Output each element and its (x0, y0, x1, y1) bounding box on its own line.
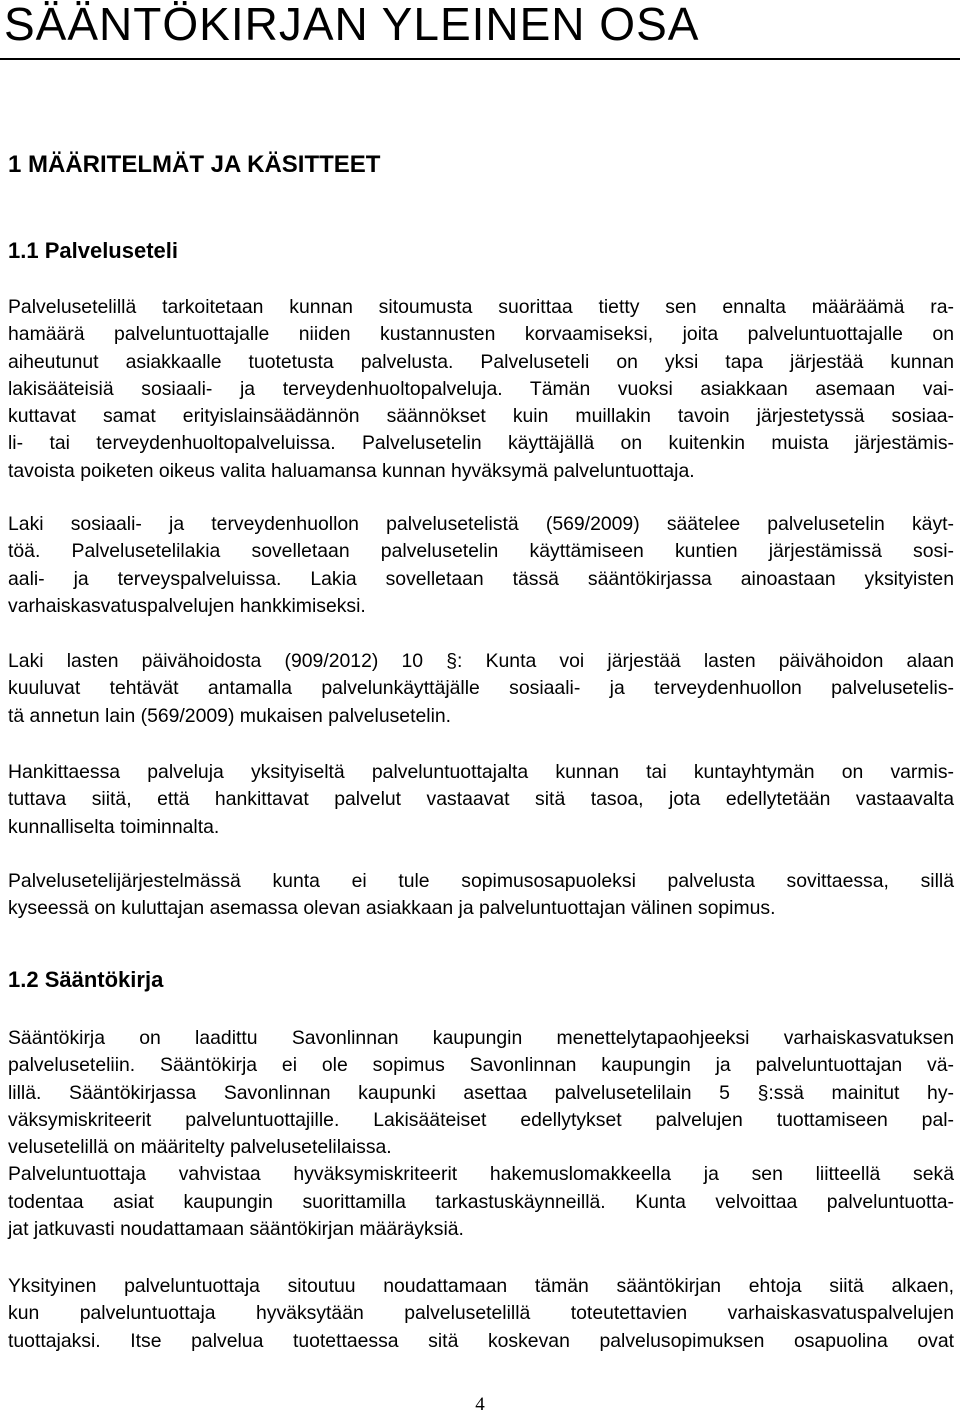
text-line: lillä. Sääntökirjassa Savonlinnan kaupunki asettaa palvelusetelilain 5 §:ssä mainitut hy- (8, 1081, 954, 1104)
text-line: Sääntökirja on laadittu Savonlinnan kaupungin menettelytapaohjeeksi varhaiskasvatuksen (8, 1027, 954, 1049)
text-line: jat jatkuvasti noudattamaan sääntökirjan määräyksiä. (8, 1218, 464, 1241)
section-heading: 1 MÄÄRITELMÄT JA KÄSITTEET (8, 151, 381, 178)
paragraph (8, 511, 954, 620)
text-line: hamäärä palveluntuottajalle niiden kustannusten korvaamiseksi, joita palveluntuottajalle on (8, 323, 954, 346)
text-line: Yksityinen palveluntuottaja sitoutuu noudattamaan tämän sääntökirjan ehtoja siitä alkaen, (8, 1275, 954, 1297)
text-line: töä. Palvelusetelilakia sovelletaan palvelusetelin käyttämiseen kuntien järjestämissä sosi- (8, 540, 954, 563)
text-line: todentaa asiat kaupungin suorittamilla tarkastuskäynneillä. Kunta velvoittaa palveluntuotta- (8, 1190, 954, 1213)
paragraph (8, 648, 954, 730)
document-title: SÄÄNTÖKIRJAN YLEINEN OSA (4, 0, 700, 50)
paragraph (8, 759, 954, 841)
paragraph (8, 1025, 954, 1243)
text-line: kun palveluntuottaja hyväksytään palvelusetelillä toteutettavien varhaiskasvatuspalvelujen (8, 1302, 954, 1325)
text-line: kunnalliselta toiminnalta. (8, 815, 220, 838)
text-line: kuttavat samat erityislainsäädännön säännökset kuin muillakin tavoin järjestetyssä sosiaa- (8, 405, 954, 428)
title-underline (0, 58, 960, 60)
text-line: Laki lasten päivähoidosta (909/2012) 10 §: Kunta voi järjestää lasten päivähoidon alaan (8, 650, 954, 672)
subsection-heading-palveluseteli: 1.1 Palveluseteli (8, 238, 178, 263)
text-line: Hankittaessa palveluja yksityiseltä palveluntuottajalta kunnan tai kuntayhtymän on varmis- (8, 761, 954, 783)
text-line: kyseessä on kuluttajan asemassa olevan asiakkaan ja palveluntuottajan välinen sopimus. (8, 897, 776, 920)
text-line: aiheutunut asiakkaalle tuotetusta palvelusta. Palveluseteli on yksi tapa järjestää kunnan (8, 350, 954, 373)
text-line: Palvelusetelijärjestelmässä kunta ei tule sopimusosapuoleksi palvelusta sovittaessa, sillä (8, 870, 954, 892)
text-line: väksymiskriteerit palveluntuottajille. Lakisääteiset edellytykset palvelujen tuottamiseen pal- (8, 1108, 954, 1131)
text-line: tuottajaksi. Itse palvelua tuotettaessa sitä koskevan palvelusopimuksen osapuolina ovat (8, 1329, 954, 1352)
text-line: lakisääteisiä sosiaali- ja terveydenhuoltopalveluja. Tämän vuoksi asiakkaan asemaan vai- (8, 377, 954, 400)
text-line: Palvelusetelillä tarkoitetaan kunnan sitoumusta suorittaa tietty sen ennalta määräämä ra- (8, 296, 954, 318)
text-line: li- tai terveydenhuoltopalveluissa. Palvelusetelin käyttäjällä on kuitenkin muista järjestämis- (8, 432, 954, 455)
paragraph (8, 294, 954, 485)
text-line: Laki sosiaali- ja terveydenhuollon palvelusetelistä (569/2009) säätelee palvelusetelin käyt- (8, 513, 954, 535)
text-line: Palveluntuottaja vahvistaa hyväksymiskriteerit hakemuslomakkeella ja sen liitteellä sekä (8, 1163, 954, 1186)
text-line: tä annetun lain (569/2009) mukaisen palvelusetelin. (8, 704, 452, 727)
text-line: tuttava siitä, että hankittavat palvelut vastaavat sitä tasoa, jota edellytetään vastaavalta (8, 788, 954, 811)
paragraph (8, 1273, 954, 1355)
text-line: palveluseteliin. Sääntökirja ei ole sopimus Savonlinnan kaupungin ja palveluntuottajan vä- (8, 1054, 954, 1077)
text-line: tavoista poiketen oikeus valita haluamansa kunnan hyväksymä palveluntuottaja. (8, 459, 695, 482)
subsection-heading-saantokirja: 1.2 Sääntökirja (8, 967, 164, 992)
page-number: 4 (475, 1394, 485, 1415)
text-line: aali- ja terveyspalveluissa. Lakia sovelletaan tässä sääntökirjassa ainoastaan yksityisten (8, 567, 954, 590)
text-line: kuuluvat tehtävät antamalla palvelunkäyttäjälle sosiaali- ja terveydenhuollon palvelusetelis- (8, 677, 954, 700)
text-line: varhaiskasvatuspalvelujen hankkimiseksi. (8, 594, 366, 617)
paragraph (8, 868, 954, 923)
text-line: velusetelillä on määritelty palvelusetelilaissa. (8, 1136, 392, 1159)
